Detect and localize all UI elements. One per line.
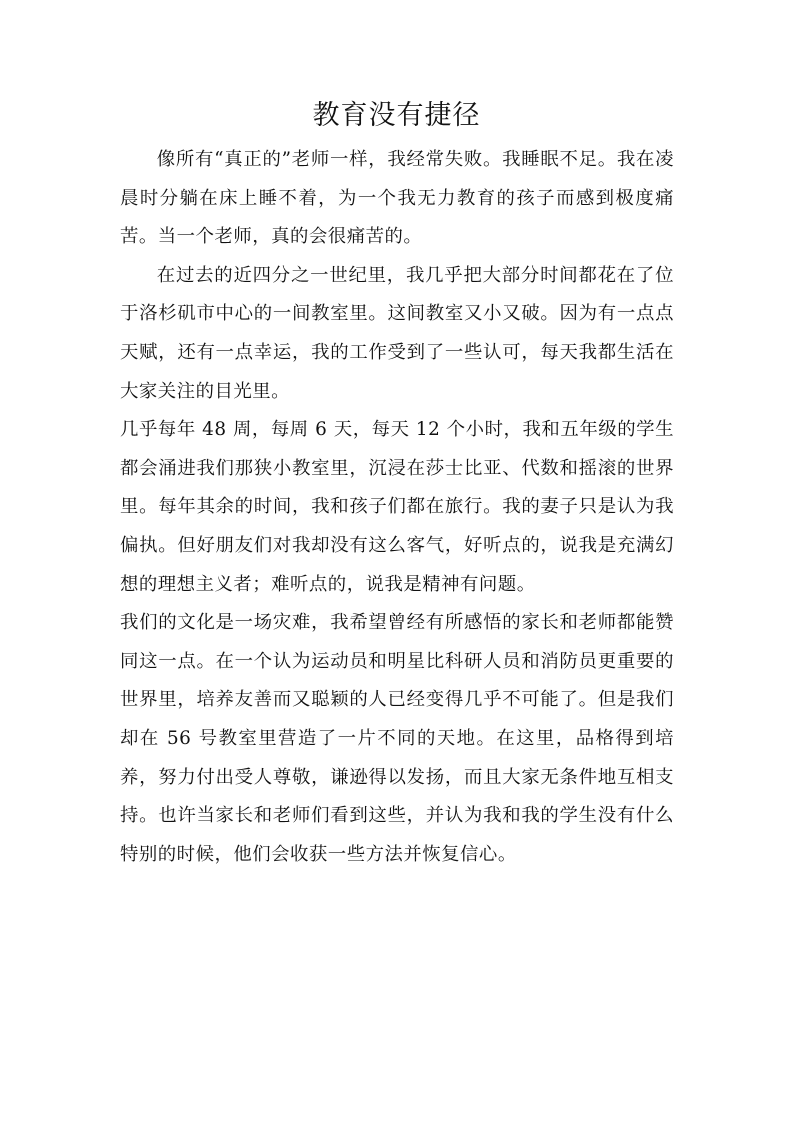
paragraph-2: 在过去的近四分之一世纪里，我几乎把大部分时间都花在了位于洛杉矶市中心的一间教室里。这间教室又小又破。因为有一点点天赋，还有一点幸运，我的工作受到了一些认可，每天我都生活在大家关注的目光里。	[120, 264, 674, 402]
paragraph-4: 我们的文化是一场灾难，我希望曾经有所感悟的家长和老师都能赞同这一点。在一个认为运动员和明星比科研人员和消防员更重要的世界里，培养友善而又聪颖的人已经变得几乎不可能了。但是我们却在 56 号教室里营造了一片不同的天地。在这里，品格得到培养，努力付出受人尊敬，谦逊得以发扬，而且大家无条件地互相支持。也许当家长和老师们看到这些，并认为我和我的学生没有什么特别的时候，他们会收获一些方法并恢复信心。	[120, 612, 674, 865]
paragraph-1: 像所有“真正的”老师一样，我经常失败。我睡眠不足。我在凌晨时分躺在床上睡不着，为一个我无力教育的孩子而感到极度痛苦。当一个老师，真的会很痛苦的。	[120, 149, 674, 248]
document-title: 教育没有捷径	[312, 100, 481, 131]
paragraph-3: 几乎每年 48 周，每周 6 天，每天 12 个小时，我和五年级的学生都会涌进我们那狭小教室里，沉浸在莎士比亚、代数和摇滚的世界里。每年其余的时间，我和孩子们都在旅行。我的妻子只是认为我偏执。但好朋友们对我却没有这么客气，好听点的，说我是充满幻想的理想主义者；难听点的，说我是精神有问题。	[120, 419, 674, 595]
document-body	[120, 141, 674, 874]
